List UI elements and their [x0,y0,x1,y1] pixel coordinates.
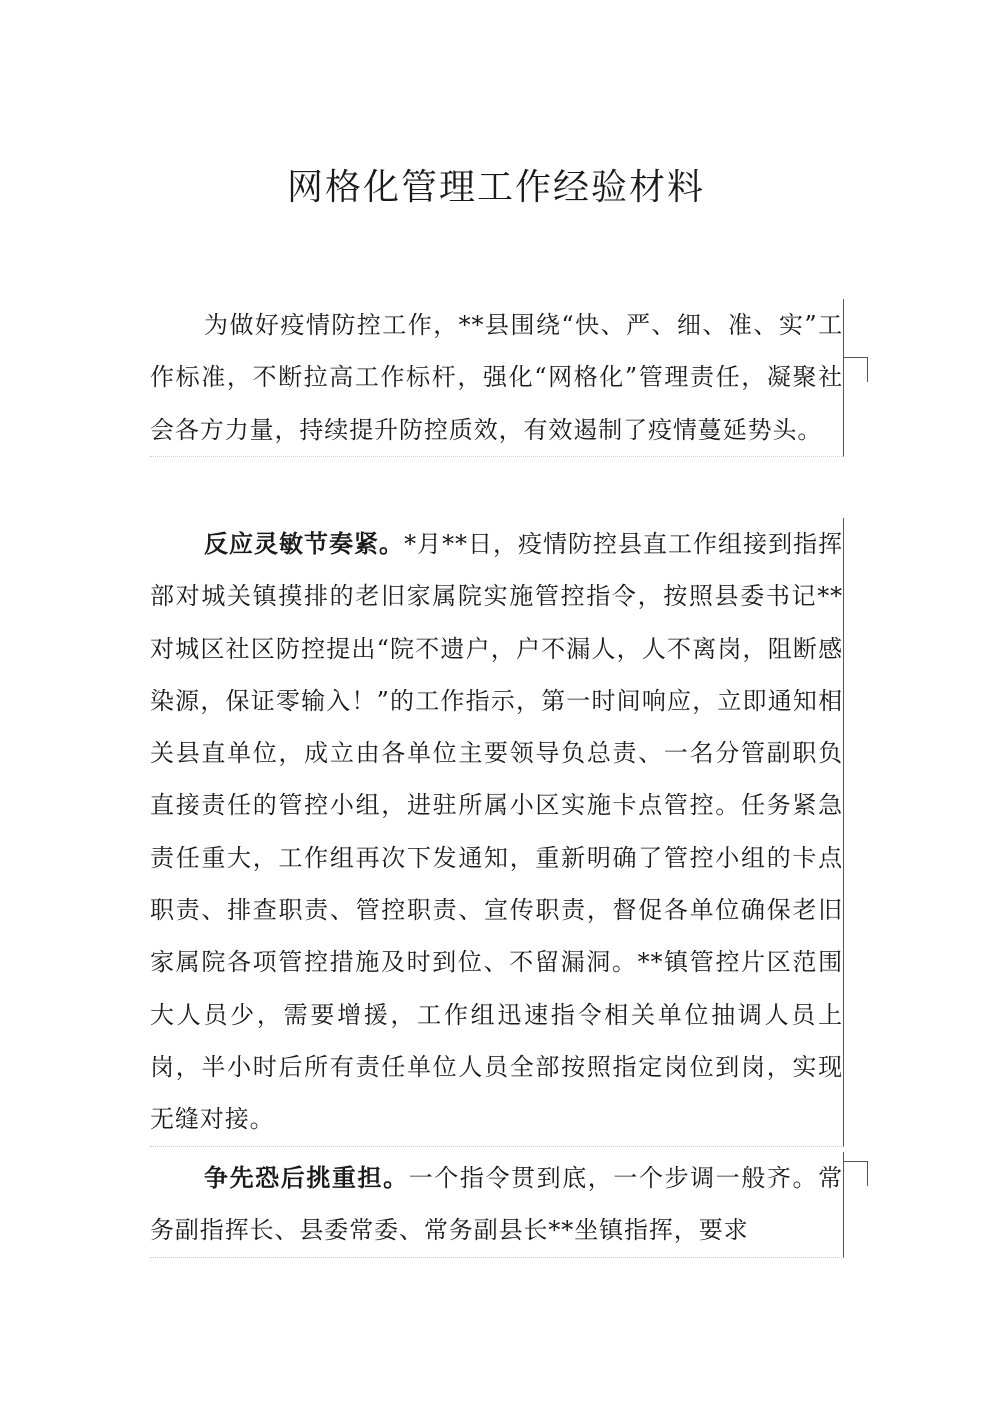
paragraph-responsibility [150,1152,844,1258]
text-boundary-mark [843,1161,868,1186]
paragraph-text: 为做好疫情防控工作，**县围绕“快、严、细、准、实”工作标准，不断拉高工作标杆，强化“网格化”管理责任，凝聚社会各方力量，持续提升防控质效，有效遏制了疫情蔓延势头。 [150,311,843,444]
paragraph-intro [150,299,844,457]
paragraph-text: *月**日，疫情防控县直工作组接到指挥部对城关镇摸排的老旧家属院实施管控指令，按照县委书记**对城区社区防控提出“院不遗户，户不漏人，人不离岗，阻断感染源，保证零输入！”的工作指示，第一时间响应，立即通知相关县直单位，成立由各单位主要领导负总责、一名分管副职负直接责任的管控小组，进驻所属小区实施卡点管控。任务紧急责任重大，工作组再次下发通知，重新明确了管控小组的卡点职责、排查职责、管控职责、宣传职责，督促各单位确保老旧家属院各项管控措施及时到位、不留漏洞。**镇管控片区范围大人员少，需要增援，工作组迅速指令相关单位抽调人员上岗，半小时后所有责任单位人员全部按照指定岗位到岗，实现无缝对接。 [150,530,843,1134]
paragraph-response [150,518,844,1147]
text-boundary-mark [843,357,868,382]
document-title: 网格化管理工作经验材料 [286,167,705,208]
paragraph-text: 一个指令贯到底，一个步调一般齐。常务副指挥长、县委常委、常务副县长**坐镇指挥，要求 [150,1164,843,1245]
paragraph-lead: 反应灵敏节奏紧。 [204,529,405,558]
paragraph-lead: 争先恐后挑重担。 [204,1163,409,1192]
